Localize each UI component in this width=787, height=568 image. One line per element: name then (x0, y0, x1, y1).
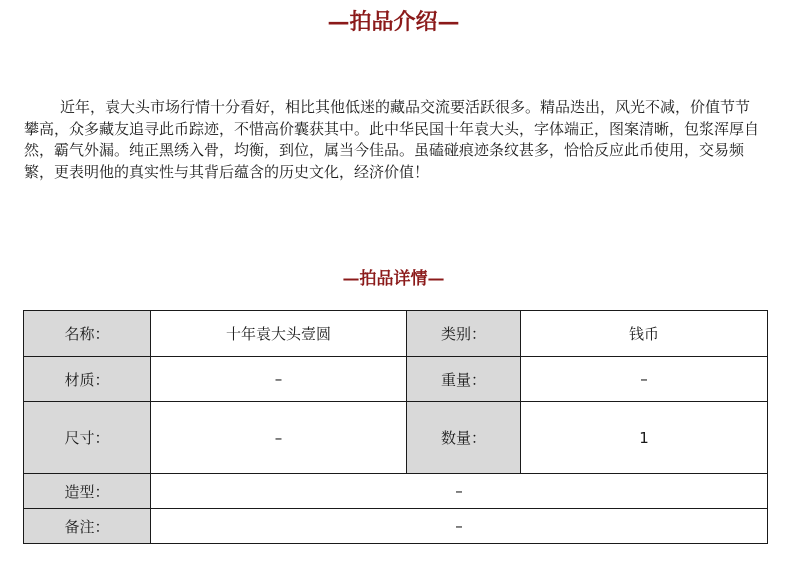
table-row (24, 509, 768, 544)
quantity-label: 数量： (407, 402, 521, 474)
size-label: 尺寸： (24, 402, 151, 474)
material-label: 材质： (24, 357, 151, 402)
weight-value: – (521, 357, 768, 402)
size-value: – (151, 402, 407, 474)
intro-title: —拍品介绍— (327, 9, 460, 35)
details-table (23, 310, 768, 544)
category-label: 类别： (407, 311, 521, 357)
quantity-value: 1 (521, 402, 768, 474)
note-value: – (151, 509, 768, 544)
details-title: —拍品详情— (342, 269, 445, 289)
shape-value: – (151, 474, 768, 509)
table-row (24, 357, 768, 402)
note-label: 备注： (24, 509, 151, 544)
table-row (24, 474, 768, 509)
weight-label: 重量： (407, 357, 521, 402)
intro-description: 近年，袁大头市场行情十分看好，相比其他低迷的藏品交流要活跃很多。精品迭出，风光不减，价值节节攀高，众多藏友追寻此币踪迹，不惜高价囊获其中。此中华民国十年袁大头，字体端正，图案清晰，包浆浑厚自然，霸气外漏。纯正黑绣入骨，均衡，到位，属当今佳品。虽磕碰痕迹条纹甚多，恰恰反应此币使用，交易频繁，更表明他的真实性与其背后蕴含的历史文化，经济价值！ (24, 98, 760, 181)
table-row (24, 402, 768, 474)
shape-label: 造型： (24, 474, 151, 509)
name-value: 十年袁大头壹圆 (151, 311, 407, 357)
category-value: 钱币 (521, 311, 768, 357)
material-value: – (151, 357, 407, 402)
name-label: 名称： (24, 311, 151, 357)
table-row (24, 311, 768, 357)
